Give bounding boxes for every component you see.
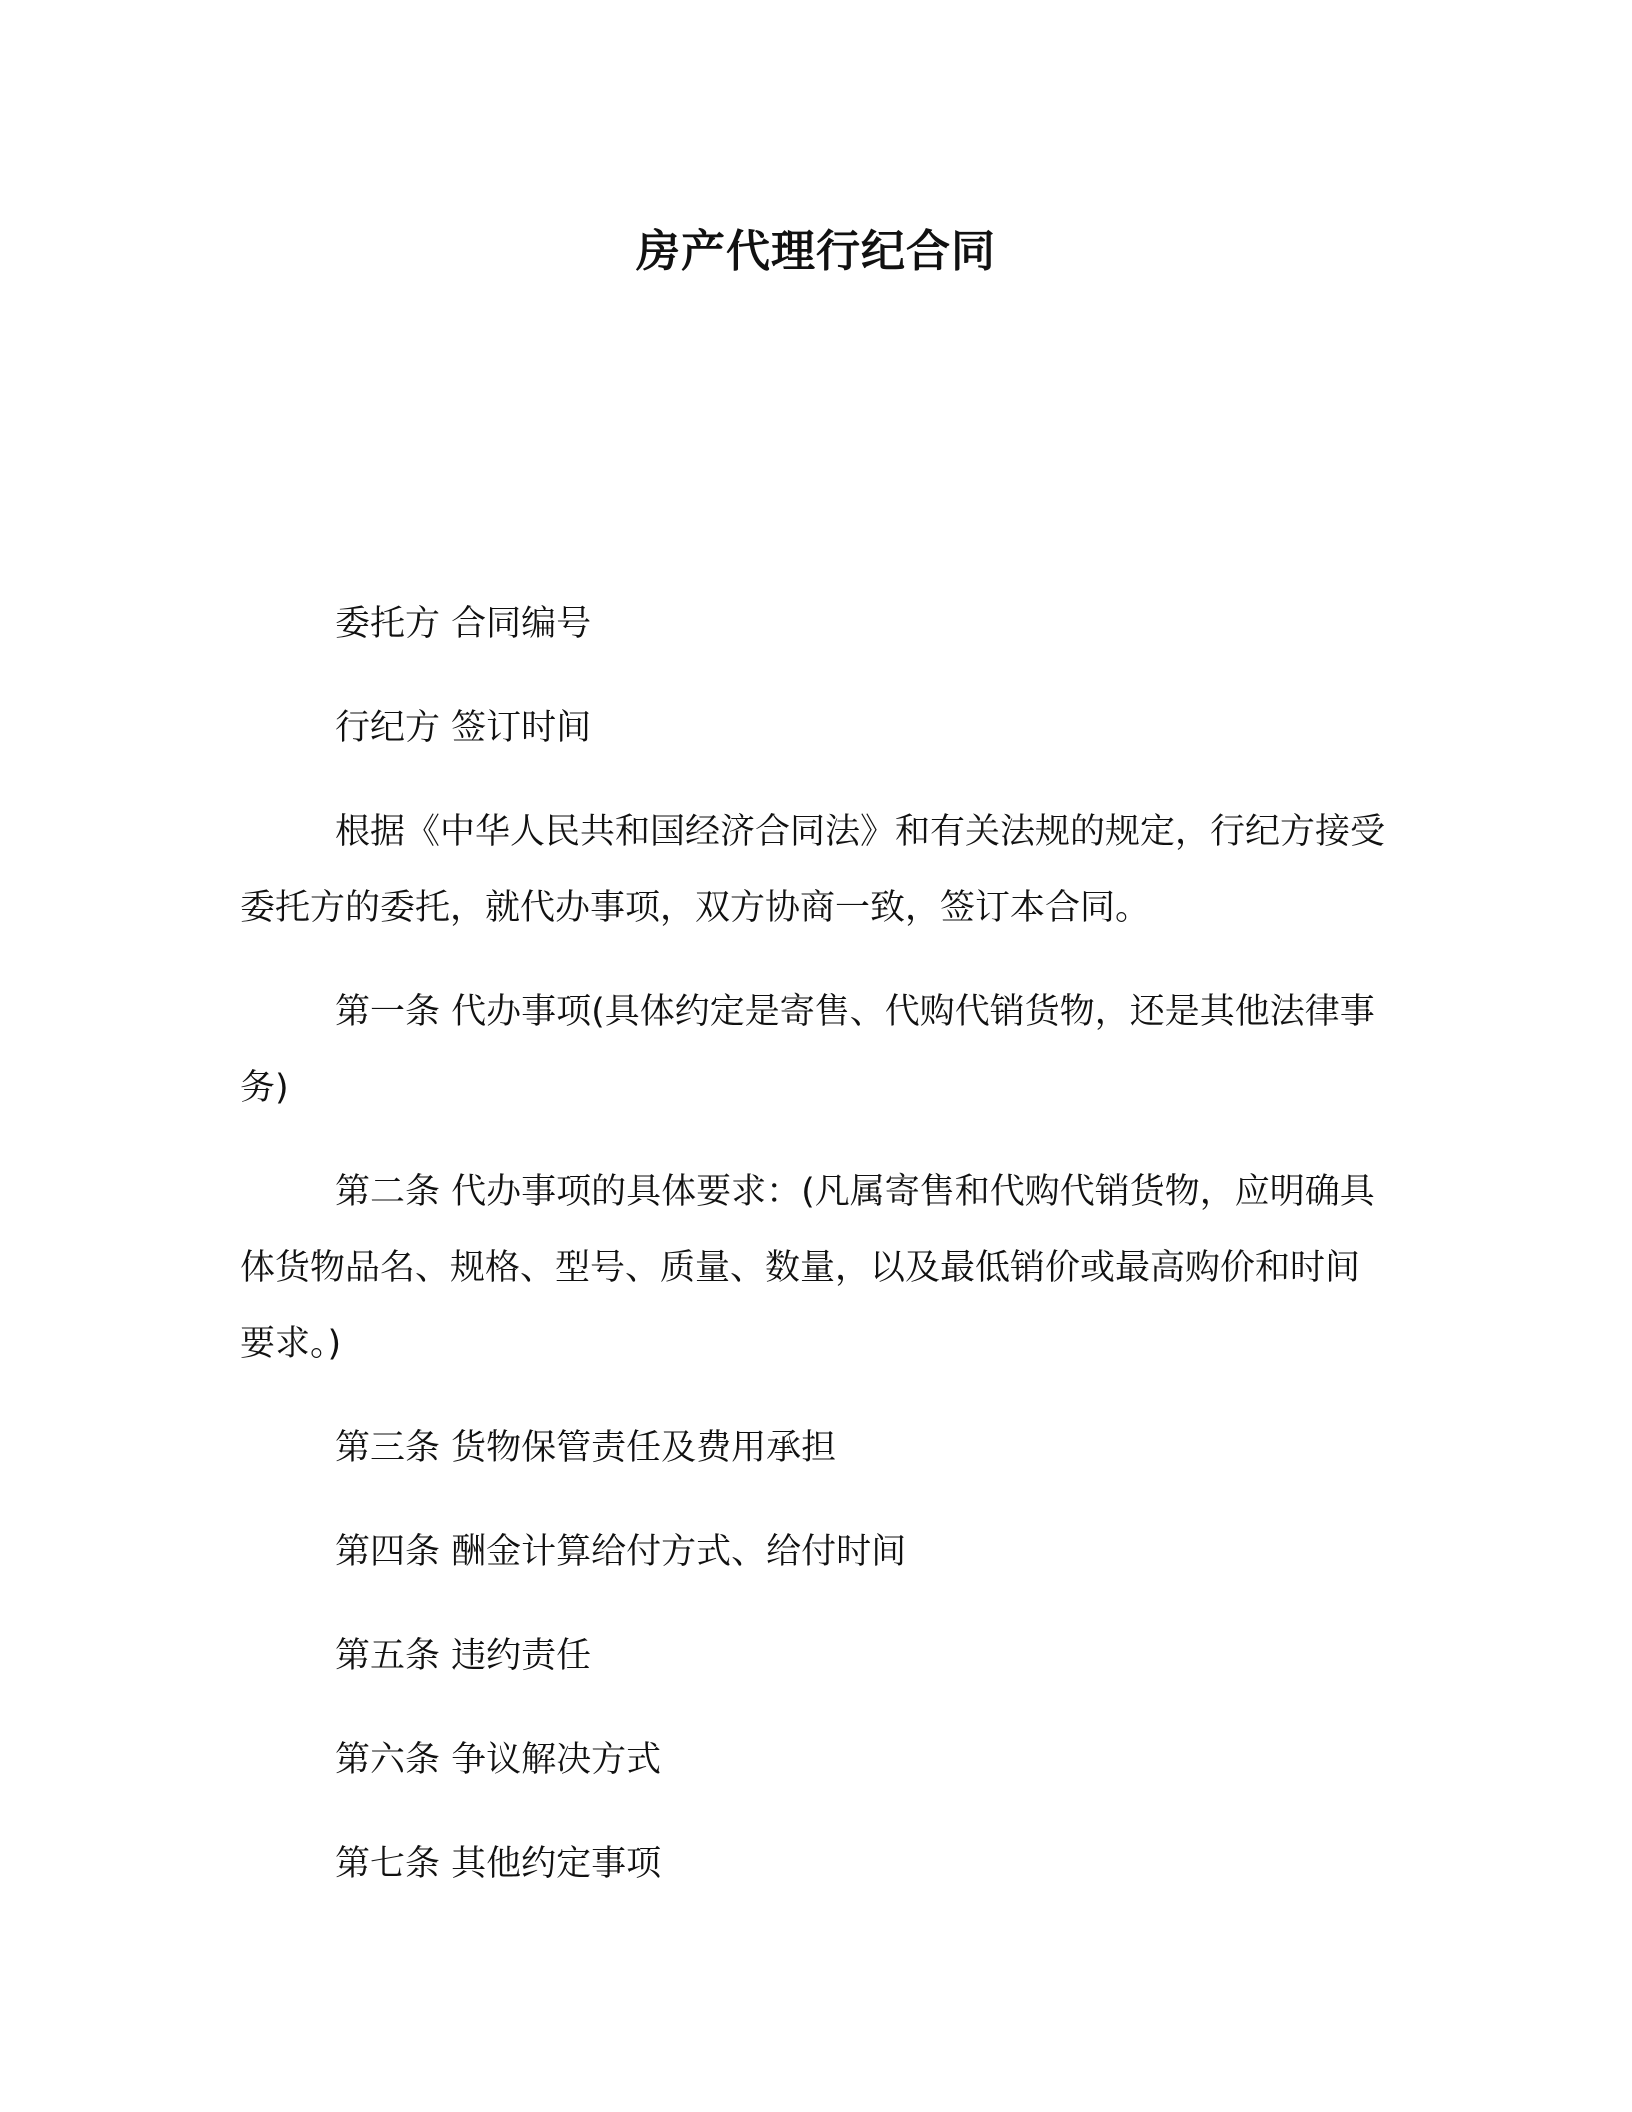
article-5: 第五条 违约责任	[335, 1636, 592, 1676]
preamble-paragraph: 根据《中华人民共和国经济合同法》和有关法规的规定，行纪方接受委托方的委托，就代办事项，双方协商一致，签订本合同。	[240, 812, 1386, 928]
article-1: 第一条 代办事项(具体约定是寄售、代购代销货物，还是其他法律事务)	[240, 992, 1375, 1108]
party-client-line: 委托方 合同编号	[335, 604, 592, 644]
article-4: 第四条 酬金计算给付方式、给付时间	[335, 1532, 907, 1572]
article-3: 第三条 货物保管责任及费用承担	[335, 1428, 837, 1468]
party-agent-line: 行纪方 签订时间	[335, 708, 592, 748]
article-6: 第六条 争议解决方式	[335, 1740, 662, 1780]
document-title: 房产代理行纪合同	[636, 226, 996, 277]
article-7: 第七条 其他约定事项	[335, 1844, 662, 1884]
document-body	[240, 586, 1390, 1930]
article-2: 第二条 代办事项的具体要求：(凡属寄售和代购代销货物，应明确具体货物品名、规格、型号、质量、数量，以及最低销价或最高购价和时间要求。)	[240, 1172, 1375, 1364]
